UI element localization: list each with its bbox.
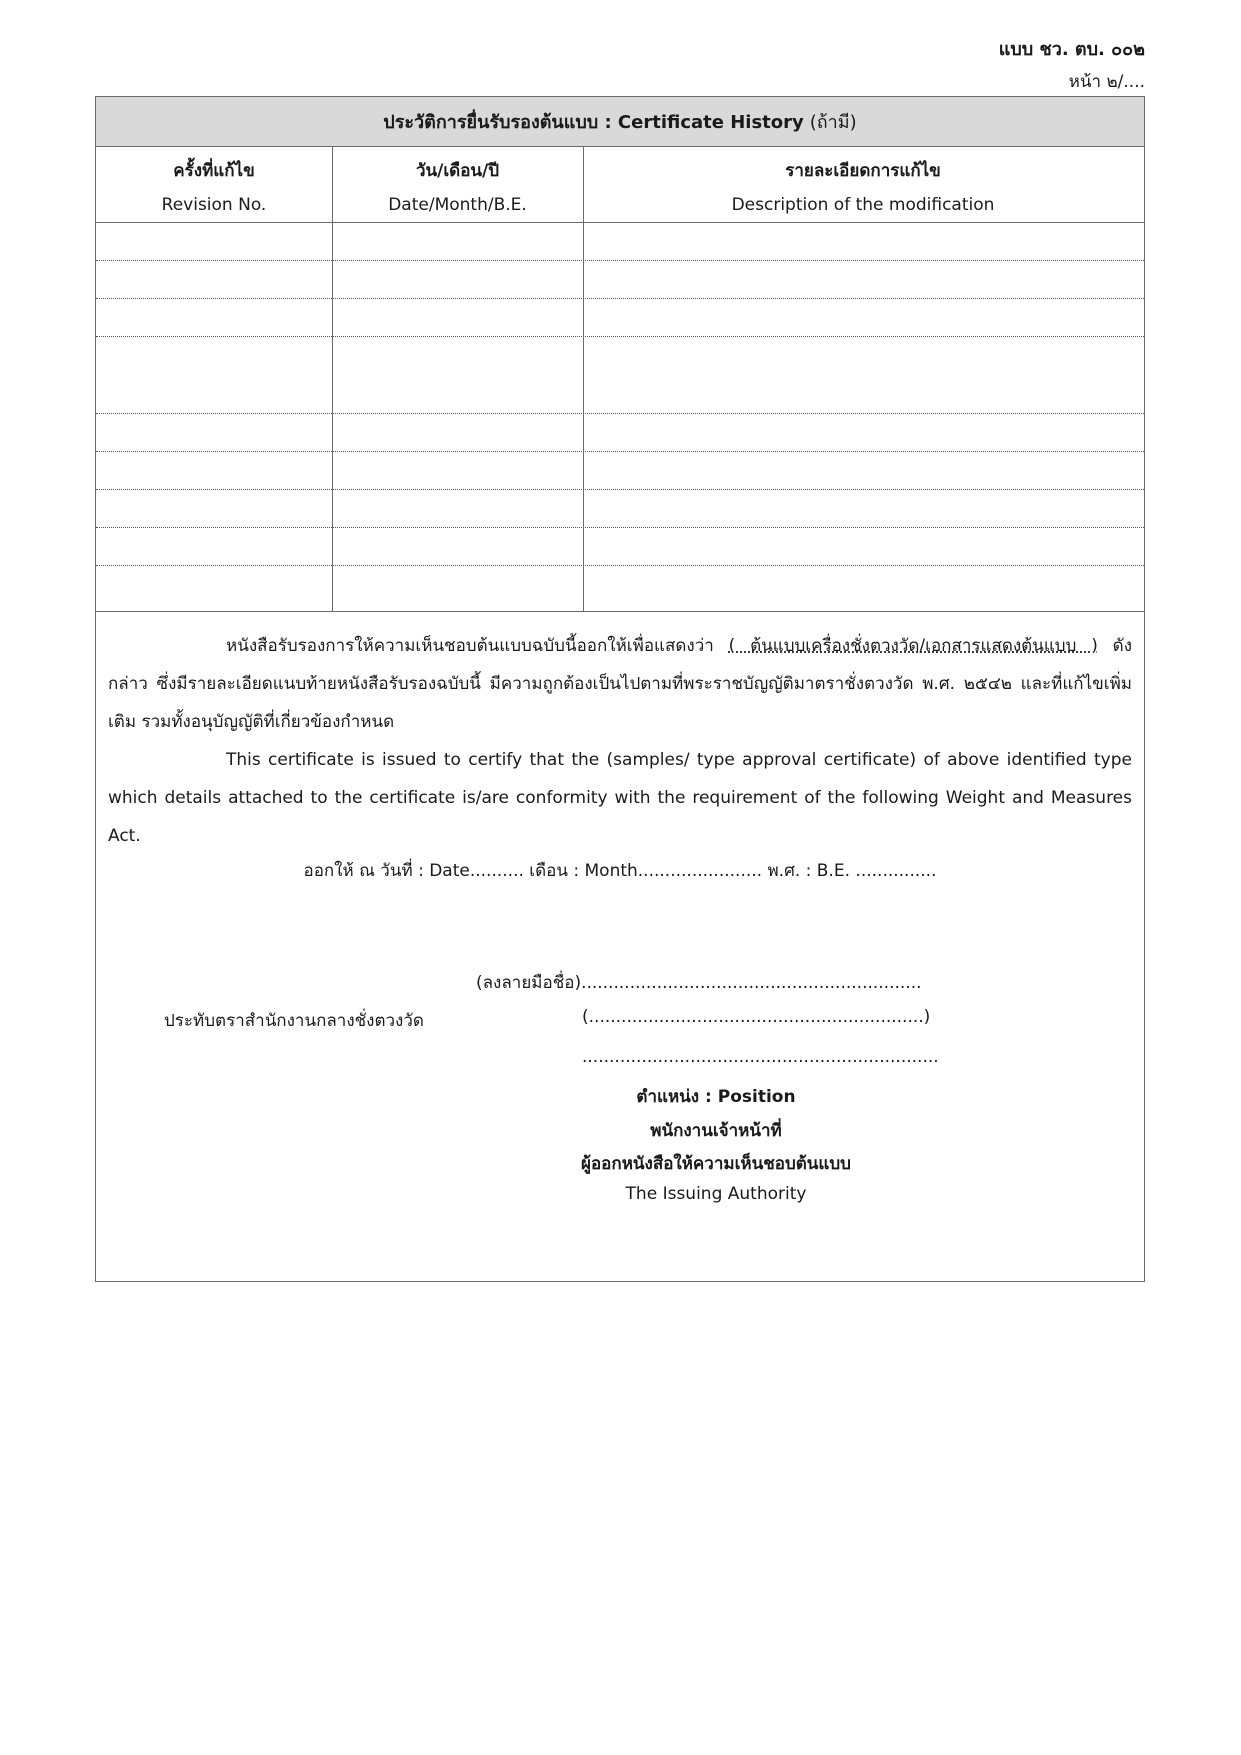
position-label: ตำแหน่ง : Position bbox=[636, 1087, 796, 1107]
history-row bbox=[96, 414, 1144, 452]
history-row bbox=[96, 299, 1144, 337]
certification-statement bbox=[108, 627, 1132, 855]
history-row bbox=[96, 261, 1144, 299]
column-divider bbox=[583, 147, 584, 612]
column-divider bbox=[332, 147, 333, 612]
history-row bbox=[96, 566, 1144, 612]
certification-thai bbox=[108, 627, 1132, 741]
history-row bbox=[96, 223, 1144, 261]
certification-thai-part2: ดังกล่าว ซึ่งมีรายละเอียดแนบท้ายหนังสือรับรองฉบับนี้ มีความถูกต้องเป็นไปตามที่พระราชบัญญัติมาตราชั่งตวงวัด พ.ศ. ๒๕๔๒ และที่แก้ไขเพิ่มเติม รวมทั้งอนุบัญญัติที่เกี่ยวข้องกำหนด bbox=[108, 636, 1133, 732]
history-row bbox=[96, 337, 1144, 414]
certification-thai-part1: หนังสือรับรองการให้ความเห็นชอบต้นแบบฉบับนี้ออกให้เพื่อแสดงว่า bbox=[226, 636, 714, 656]
column-header-th: รายละเอียดการแก้ไข bbox=[785, 161, 941, 181]
certification-thai-underlined: ( ต้นแบบเครื่องชั่งตวงวัด/เอกสารแสดงต้นแบบ ) bbox=[728, 636, 1098, 656]
certification-english bbox=[108, 741, 1132, 855]
history-row bbox=[96, 452, 1144, 490]
certificate-frame bbox=[95, 96, 1145, 1282]
issuer-english-label: The Issuing Authority bbox=[625, 1184, 807, 1204]
history-row bbox=[96, 490, 1144, 528]
signer-name-line: (..............................................................) bbox=[582, 1007, 931, 1027]
column-header-revision bbox=[96, 147, 332, 223]
column-header-th: ครั้งที่แก้ไข bbox=[173, 161, 255, 181]
history-title bbox=[96, 97, 1144, 147]
history-title-note: (ถ้ามี) bbox=[809, 112, 857, 133]
column-header-description bbox=[583, 147, 1143, 223]
form-code: แบบ ชว. ตบ. ๐๐๒ bbox=[998, 39, 1145, 60]
column-header-en: Description of the modification bbox=[731, 195, 995, 215]
history-title-text: ประวัติการยื่นรับรองต้นแบบ : Certificate History bbox=[383, 112, 804, 133]
column-header-en: Revision No. bbox=[161, 195, 267, 215]
issuer-thai-label: ผู้ออกหนังสือให้ความเห็นชอบต้นแบบ bbox=[581, 1154, 851, 1174]
issue-date-line: ออกให้ ณ วันที่ : Date.......... เดือน : Month....................... พ.ศ. : B.E. ............... bbox=[303, 861, 937, 881]
history-header-row bbox=[96, 147, 1144, 223]
stamp-label: ประทับตราสำนักงานกลางชั่งตวงวัด bbox=[164, 1011, 424, 1031]
certification-english-text: This certificate is issued to certify that the (samples/ type approval certificate) of above identified type which details attached to the certificate is/are conformity with the requirement of the following Weight and Measures Act. bbox=[108, 750, 1132, 846]
column-header-en: Date/Month/B.E. bbox=[388, 195, 527, 215]
signature-line: (ลงลายมือชื่อ)............................................................... bbox=[476, 973, 922, 993]
officer-label: พนักงานเจ้าหน้าที่ bbox=[650, 1121, 782, 1141]
page-number: หน้า ๒/.... bbox=[1068, 72, 1145, 92]
signer-extra-line: .................................................................. bbox=[582, 1047, 939, 1067]
column-header-th: วัน/เดือน/ปี bbox=[415, 161, 500, 181]
history-row bbox=[96, 528, 1144, 566]
column-header-date bbox=[332, 147, 583, 223]
